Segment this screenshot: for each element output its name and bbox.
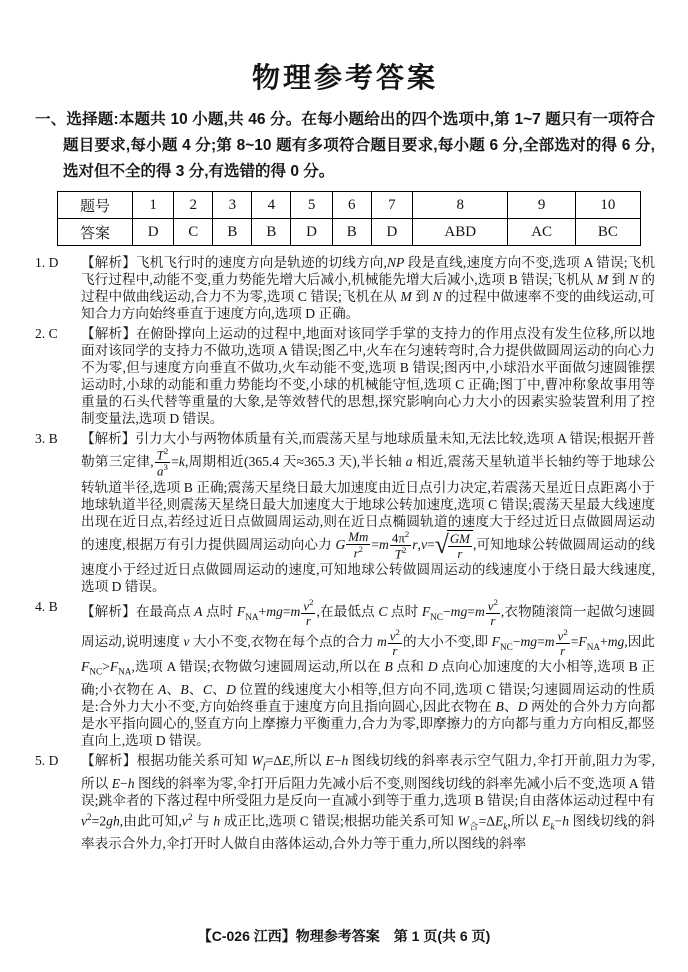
question-number-row bbox=[58, 192, 641, 219]
page-footer: 【C-026 江西】物理参考答案 第 1 页(共 6 页) bbox=[197, 928, 491, 944]
item-label: 5. D bbox=[35, 753, 59, 769]
item-text: 【解析】引力大小与两物体质量有关,而震荡天星与地球质量未知,无法比较,选项 A 错误;根据开普勒第三定律, $\frac{T^2}{a^3}$ =k,周期相近(365.4 天≈365.3 天),半长轴 a 相近,震荡天星轨道半长轴约等于地球公转轨道半径,选项 B 正确;震荡天星绕日最大加速度由近日点引力决定,若震荡天星近日点距离小于地球轨道半径,则震荡天星绕日最大加速度大于地球公转加速度,选项 C 错误;震荡天星最大线速度出现在近日点,若经过近日点做圆周运动,则在近日点椭圆轨道的速度大于经过近日点做圆周运动的速度,根据万有引力提供圆周运动向心力 G $\frac{Mm}{r^2}$ =m $\frac{4\pi^2}{T^2}$ r,v=√ $\frac{GM}{r}$ ,可知地球公转做圆周运动的线速度小于经过近日点做圆周运动的速度,可知地球公转做圆周运动的线速度小于绕日最大线速度,选项 D 错误。 bbox=[81, 431, 656, 594]
item-label: 4. B bbox=[35, 599, 58, 614]
question-number-cell: 10 bbox=[575, 192, 640, 219]
question-number-cell: 2 bbox=[174, 192, 213, 219]
answer-cell: B bbox=[213, 219, 252, 246]
explanation-item bbox=[35, 430, 655, 595]
question-number-cell: 3 bbox=[213, 192, 252, 219]
answer-cell: B bbox=[252, 219, 291, 246]
item-label: 2. C bbox=[35, 326, 58, 341]
question-number-cell: 8 bbox=[413, 192, 508, 219]
answer-table bbox=[57, 191, 641, 246]
item-text: 【解析】在最高点 A 点时 $F_{NA}+mg=m$ $\frac{v^2}{r}$ ,在最低点 C 点时 $F_{NC}-mg=m$ $\frac{v^2}{r}$ ,衣物随滚筒一起做匀速圆周运动,说明速度 v 大小不变,衣物在每个点的合力 m $\frac{v^2}{r}$ 的大小不变,即 $F_{NC}-mg=m$ $\frac{v^2}{r}$ $=F_{NA}+mg$,因此 $F_{NC}>F_{NA}$,选项 A 错误;衣物做匀速圆周运动,所以在 B 点和 D 点向心加速度的大小相等,选项 B 正确;小衣物在 A、B、C、D 位置的线速度大小相等,但方向不同,选项 C 错误;匀速圆周运动的性质是:合外力大小不变,方向始终垂直于速度方向且指向圆心,因此衣物在 B、D 两处的合外力方向都是水平指向圆心的,竖直方向上摩擦力平衡重力,合力为零,即摩擦力的方向都与重力方向相反,都竖直向上,选项 D 错误。 bbox=[81, 597, 656, 749]
explanation-item bbox=[35, 752, 655, 852]
question-number-cell: 1 bbox=[133, 192, 174, 219]
item-label: 3. B bbox=[35, 431, 58, 446]
answer-cell: D bbox=[133, 219, 174, 246]
answer-cell: C bbox=[174, 219, 213, 246]
item-label: 1. D bbox=[35, 255, 59, 270]
answer-header: 答案 bbox=[58, 219, 133, 246]
question-number-header: 题号 bbox=[58, 192, 133, 219]
answer-cell: ABD bbox=[413, 219, 508, 246]
explanation-item bbox=[35, 598, 655, 749]
item-text: 【解析】在俯卧撑向上运动的过程中,地面对该同学手掌的支持力的作用点没有发生位移,所以地面对该同学的支持力不做功,选项 A 错误;图乙中,火车在匀速转弯时,合力提供做圆周运动的向心力不为零,但与速度方向垂直不做功,火车动能不变,选项 B 错误;图丙中,小球沿水平面做匀速圆锥摆运动时,小球的动能和重力势能均不变,小球的机械能守恒,选项 C 正确;图丁中,曹冲称象故事用等重量的石头代替等重量的大象,是等效替代的思想,探究影响向心力大小的因素实验装置利用了控制变量法,选项 D 错误。 bbox=[81, 326, 655, 426]
answer-row bbox=[58, 219, 641, 246]
question-number-cell: 4 bbox=[252, 192, 291, 219]
page-title: 物理参考答案 bbox=[251, 63, 438, 94]
answer-cell: AC bbox=[508, 219, 575, 246]
answer-cell: D bbox=[371, 219, 412, 246]
question-number-cell: 6 bbox=[332, 192, 371, 219]
question-number-cell: 5 bbox=[291, 192, 332, 219]
item-text: 【解析】飞机飞行时的速度方向是轨迹的切线方向,NP 段是直线,速度方向不变,选项 A 错误;飞机飞行过程中,动能不变,重力势能先增大后减小,机械能先增大后减小,选项 B 错误;飞机从 M 到 N 的过程中做曲线运动,合力不为零,选项 C 错误;飞机在从 M 到 N 的过程中做速率不变的曲线运动,可知合力方向始终垂直于速度方向,选项 D 正确。 bbox=[81, 255, 655, 321]
explanation-item bbox=[35, 325, 655, 427]
explanations bbox=[35, 254, 655, 852]
item-text: 【解析】根据功能关系可知 $W_f=\Delta E$,所以 E−h 图线切线的斜率表示空气阻力,伞打开前,阻力为零,所以 E−h 图线的斜率为零,伞打开后阻力先减小后不变,则图线切线的斜率先减小后不变,选项 A 错误;跳伞者的下落过程中所受阻力是反向一直减小到等于重力,选项 B 错误;自由落体运动过程中有 $v^2=2gh$,由此可知$,v^2$ 与 h 成正比,选项 C 错误;根据功能关系可知 $W_合=\Delta E_k$,所以 $E_k-h$ 图线切线的斜率表示合外力,伞打开时人做自由落体运动,合外力等于重力,所以图线的斜率 bbox=[81, 753, 656, 852]
answer-cell: BC bbox=[575, 219, 640, 246]
explanation-item bbox=[35, 254, 655, 322]
section-instructions: 一、选择题:本题共 10 小题,共 46 分。在每小题给出的四个选项中,第 1~7 题只有一项符合题目要求,每小题 4 分;第 8~10 题有多项符合题目要求,每小题 6 分,全部选对的得 6 分,选对但不全的得 3 分,有选错的得 0 分。 bbox=[35, 111, 655, 180]
answer-cell: B bbox=[332, 219, 371, 246]
question-number-cell: 7 bbox=[371, 192, 412, 219]
question-number-cell: 9 bbox=[508, 192, 575, 219]
answer-cell: D bbox=[291, 219, 332, 246]
